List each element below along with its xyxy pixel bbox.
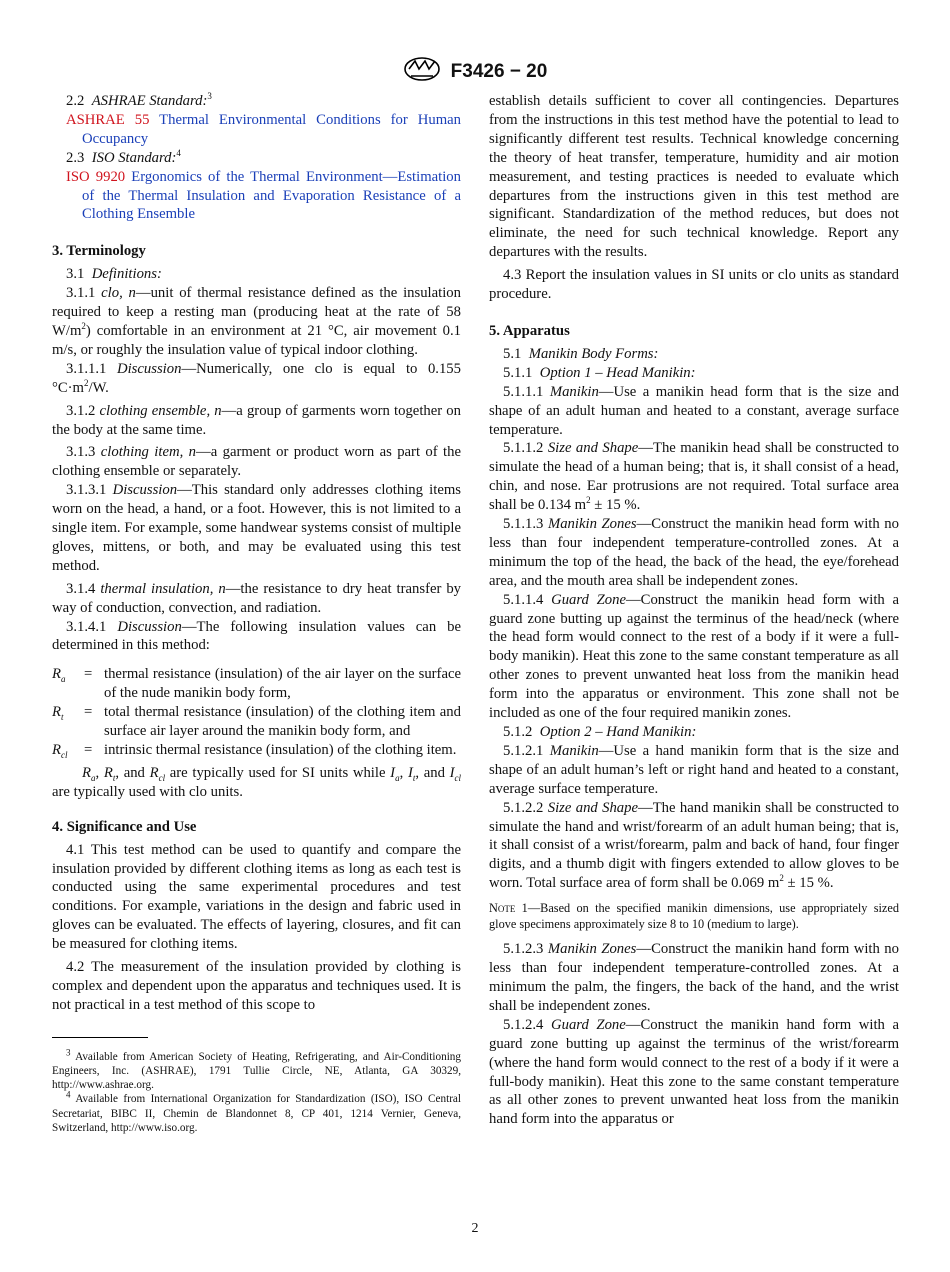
- section-2-2: 2.2 ASHRAE Standard:$^3$: [66, 91, 212, 109]
- section-5-1: 5.1 Manikin Body Forms:: [503, 345, 659, 362]
- footnote-divider: [52, 1037, 148, 1038]
- page-header: [0, 56, 950, 87]
- page-number: 2: [471, 1221, 479, 1236]
- ashrae-55-reference: [52, 111, 461, 149]
- section-5-1-2-3: 5.1.2.3 Manikin Zones—Construct the manikin hand form with no less than four independent temperature-controlled zones. At a minimum the palm, the fingers, the back of the hand, and the wrist shall be independent zones.: [489, 941, 899, 1014]
- symbol-row: $R_{cl}$ = intrinsic thermal resistance (insulation) of the clothing item.: [52, 742, 457, 760]
- right-column: [489, 92, 899, 1129]
- iso-9920-title-link[interactable]: Ergonomics of the Thermal Environment—Estimation of the Thermal Insulation and Evaporation Resistance of a Clothing Ensemble: [82, 168, 461, 223]
- section-5-1-1-2: 5.1.1.2 Size and Shape—The manikin head shall be constructed to simulate the head of a human being; that is, it shall consist of a head, chin, and nose. Ear protrusions are not required. Total surface area shall be 0.134 $m^2 \pm 15$ %.: [489, 440, 899, 514]
- section-5-1-1-3: 5.1.1.3 Manikin Zones—Construct the manikin head form with no less than four independent temperature-controlled zones. At a minimum the top of the head, the back of the head, the eye/forehead area, and the mouth area shall be independent zones.: [489, 516, 899, 589]
- section-3-1-1-1: 3.1.1.1 Discussion—Numerically, one clo is equal to 0.155 $^\circ C\cdot m^2/W$.: [52, 360, 461, 396]
- section-5-1-2: 5.1.2 Option 2 – Hand Manikin:: [503, 724, 697, 740]
- section-3-1-3: 3.1.3 clothing item, n—a garment or product worn as part of the clothing ensemble or separately.: [52, 444, 461, 480]
- ashrae-55-title-link[interactable]: Thermal Environmental Conditions for Human Occupancy: [82, 111, 461, 147]
- iso-9920-reference: [52, 168, 461, 225]
- section-5-1-1-1: 5.1.1.1 Manikin—Use a manikin head form that is the size and shape of an adult human and heated to a constant, average surface temperature.: [489, 383, 900, 438]
- left-column: [52, 92, 461, 1135]
- section-5-1-2-4: 5.1.2.4 Guard Zone—Construct the manikin hand form with a guard zone butting up against the terminus of the wrist/forearm (where the hand form would connect to the rest of a body if it were a full-body manikin). Heat this zone to the same constant temperature as all other zones to prevent unwanted heat loss from the manikin hand form into the apparatus or: [489, 1016, 900, 1128]
- ashrae-55-link[interactable]: ASHRAE 55: [66, 111, 150, 128]
- section-5-1-1-4: 5.1.1.4 Guard Zone—Construct the manikin head form with a guard zone butting up against the terminus of the head/neck (where the head form would connect to the rest of a body if it were a full-body manikin). Heat this zone to the same constant temperature as all other zones to prevent unwanted heat loss from the manikin head form into the apparatus or environment. This zone shall not be included as one of the four required manikin zones.: [489, 591, 899, 722]
- symbol-row: $R_a$ = thermal resistance (insulation) of the air layer on the surface of the nude manikin body form,: [52, 666, 461, 702]
- section-4-3: 4.3 Report the insulation values in SI units or clo units as standard procedure.: [489, 267, 900, 303]
- section-5-heading: 5. Apparatus: [489, 322, 570, 339]
- section-5-1-1: 5.1.1 Option 1 – Head Manikin:: [503, 364, 696, 381]
- units-statement: $R_a$, $R_t$, and $R_{cl}$ are typically used for SI units while $I_a$, $I_t$, and $I_{cl}$ are typically used with clo units.: [52, 764, 462, 800]
- section-3-1-3-1: 3.1.3.1 Discussion—This standard only addresses clothing items worn on the head, a hand, or a foot. However, this is not limited to a single item. For example, some handwear systems consist of multiple gloves, mittens, or both, and may be evaluated using this test method.: [52, 482, 461, 574]
- section-4-2-continued: establish details sufficient to cover all contingencies. Departures from the instructions in this test method have the potential to lead to significantly different test results. Technical knowledge concerning the theory of heat transfer, temperature, humidity and air motion measurement, and testing practices is needed to evaluate which departures from the instructions given in this test method are significant. Standardization of the method reduces, but does not eliminate, the need for such technical knowledge. Report any departures with the results.: [489, 93, 899, 261]
- symbol-row: $R_t$ = total thermal resistance (insulation) of the clothing item and surface air layer around the manikin body form, and: [52, 704, 461, 740]
- footnote-4: $^4$ Available from International Organization for Standardization (ISO), ISO Central Secretariat, BIBC II, Chemin de Blandonnet 8, CP 401, 1214 Vernier, Geneva, Switzerland, http://www.iso.org.: [52, 1089, 461, 1134]
- section-4-heading: 4. Significance and Use: [52, 818, 197, 835]
- section-3-1-1: 3.1.1 clo, n—unit of thermal resistance defined as the insulation required to keep a resting man (producing heat at the rate of 58 $W/m^2$) comfortable in an environment at 21 °C, air movement 0.1 m/s, or roughly the insulation value of typical indoor clothing.: [52, 285, 461, 358]
- section-5-1-2-2: 5.1.2.2 Size and Shape—The hand manikin shall be constructed to simulate the hand and wrist/forearm of an adult human being; that is, it shall consist of a wrist/forearm, palm and back of hand, four finger digits, and a thumb digit with fingers extended to allow gloves to be worn. Total surface area of form shall be 0.069 $m^2 \pm 15$ %.: [489, 799, 900, 892]
- symbol-list: [52, 665, 461, 760]
- note-1: Note 1—Based on the specified manikin dimensions, use appropriately sized glove specimens approximately size 8 to 10 (medium to large).: [489, 901, 899, 931]
- section-3-heading: 3. Terminology: [52, 243, 146, 260]
- section-5-1-2-1: 5.1.2.1 Manikin—Use a hand manikin form that is the size and shape of an adult human’s left or right hand and heated to a constant, average surface temperature.: [489, 742, 899, 797]
- iso-9920-link[interactable]: ISO 9920: [66, 168, 126, 185]
- section-3-1: 3.1 Definitions:: [66, 266, 162, 283]
- section-4-2: 4.2 The measurement of the insulation provided by clothing is complex and dependent upon the apparatus and techniques used. It is not practical in a test method of this scope to: [52, 959, 461, 1013]
- section-2-3: 2.3 ISO Standard:$^4$: [66, 147, 181, 166]
- section-3-1-4-1: 3.1.4.1 Discussion—The following insulation values can be determined in this method:: [52, 618, 461, 654]
- footnote-3: $^3$ Available from American Society of Heating, Refrigerating, and Air-Conditioning Engineers, Inc. (ASHRAE), 1791 Tullie Circle, NE, Atlanta, GA 30329, http://www.ashrae.org.: [52, 1047, 461, 1092]
- section-3-1-4: 3.1.4 thermal insulation, n—the resistance to dry heat transfer by way of conduction, convection, and radiation.: [52, 580, 462, 616]
- astm-logo-icon: [403, 56, 441, 87]
- section-4-1: 4.1 This test method can be used to quantify and compare the insulation provided by different clothing items as long as each test is conducted using the same experimental procedures and test conditions. For example, variations in the design and fabric used in gloves can be evaluated. The effects of layering, closures, and fit can be measured for clothing items.: [52, 841, 461, 953]
- section-3-1-2: 3.1.2 clothing ensemble, n—a group of garments worn together on the body at the same time.: [52, 402, 461, 438]
- designation: F3426 − 20: [450, 60, 548, 82]
